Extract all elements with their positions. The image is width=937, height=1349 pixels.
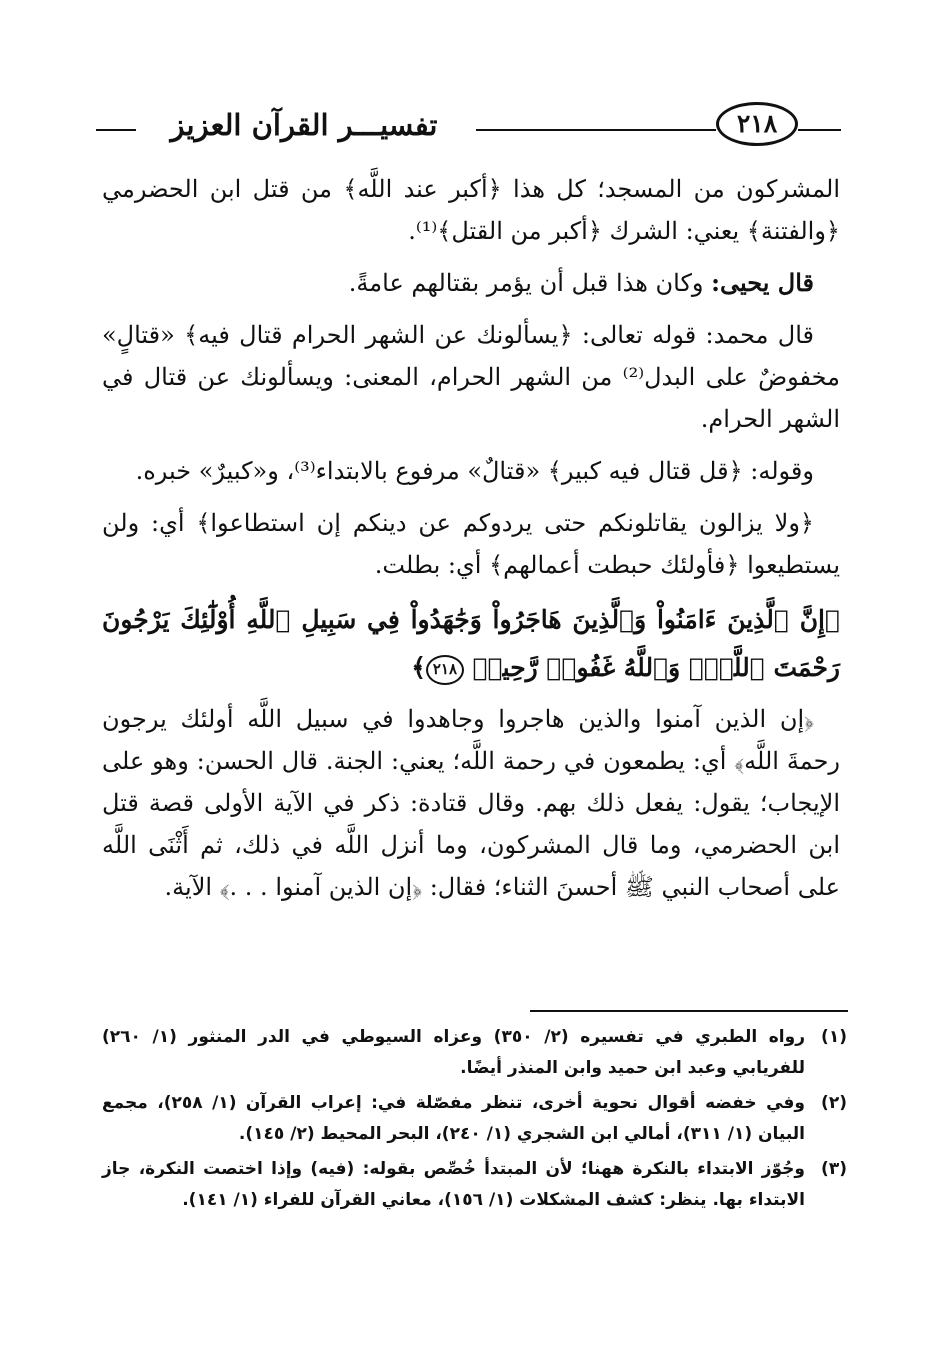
header-rule-right	[798, 129, 841, 131]
paragraph-4: وقوله: ﴿قل قتال فيه كبير﴾ «قتالٌ» مرفوع بالابتداء⁽³⁾، و«كبيرٌ» خبره.	[135, 457, 814, 485]
ayah-number-marker: ٢١٨	[426, 655, 464, 685]
footnote-number: (٢)	[821, 1093, 847, 1113]
footnote-number: (٣)	[821, 1159, 847, 1179]
paragraph-2-text: وكان هذا قبل أن يؤمر بقتالهم عامةً.	[348, 269, 712, 297]
footnote-1	[102, 1022, 847, 1084]
footnote-text: رواه الطبري في تفسيره (٢/ ٣٥٠) وعزاه السيوطي في الدر المنثور (١/ ٢٦٠) للفريابي وعبد ابن حميد وابن المنذر أيضًا.	[102, 1027, 805, 1078]
verse-close-bracket: ﴾	[411, 653, 426, 682]
paragraph-6: ﴿إن الذين آمنوا والذين هاجروا وجاهدوا في سبيل اللَّه أولئك يرجون رحمةَ اللَّه﴾ أي: يطمعون في رحمة اللَّه؛ يعني: الجنة. قال الحسن: وهو على الإيجاب؛ يقول: يفعل ذلك بهم. وقال قتادة: ذكر في الآية الأولى قصة قتل ابن الحضرمي، وما قال المشركون، وما أنزل اللَّه في ذلك، ثم أَثْنَى اللَّه على أصحاب النبي ﷺ أحسنَ الثناء؛ فقال: ﴿إن الذين آمنوا . . .﴾ الآية.	[102, 705, 840, 901]
paragraph-1: المشركون من المسجد؛ كل هذا ﴿أكبر عند اللَّه﴾ من قتل ابن الحضرمي ﴿والفتنة﴾ يعني: الشرك ﴿أكبر من القتل﴾⁽¹⁾.	[102, 175, 840, 245]
header-rule-left	[96, 129, 136, 131]
main-text	[102, 168, 840, 918]
verse-text: ﴿إِنَّ ٱلَّذِينَ ءَامَنُواْ وَٱلَّذِينَ هَاجَرُواْ وَجَٰهَدُواْ فِي سَبِيلِ ٱللَّهِ أُوْلَٰٓئِكَ يَرْجُونَ رَحْمَتَ ٱللَّهِۚ وَٱللَّهُ غَفُورٞ رَّحِيمٞ	[102, 605, 840, 682]
paragraph-2	[102, 262, 840, 304]
footnotes	[102, 1022, 847, 1220]
footnote-text: وجُوّز الابتداء بالنكرة ههنا؛ لأن المبتدأ خُصِّص بقوله: (فيه) وإذا اختصت النكرة، جاز الابتداء بها. ينظر: كشف المشكلات (١/ ١٥٦)، معاني القرآن للفراء (١/ ١٤١).	[102, 1159, 805, 1210]
speaker-label: قال يحيى:	[711, 268, 814, 297]
header-rule-middle	[476, 129, 716, 131]
footnote-3	[102, 1154, 847, 1216]
quran-verse	[102, 596, 840, 692]
running-title: تفسيـــر القرآن العزيز	[170, 108, 438, 142]
page-header	[96, 96, 841, 156]
paragraph-5: ﴿ولا يزالون يقاتلونكم حتى يردوكم عن دينكم إن استطاعوا﴾ أي: ولن يستطيعوا ﴿فأولئك حبطت أعمالهم﴾ أي: بطلت.	[102, 509, 840, 579]
footnote-text: وفي خفضه أقوال نحوية أخرى، تنظر مفصّلة في: إعراب القرآن (١/ ٢٥٨)، مجمع البيان (١/ ٣١١)، أمالي ابن الشجري (١/ ٢٤٠)، البحر المحيط (٢/ ١٤٥).	[102, 1093, 805, 1144]
paragraph-3: قال محمد: قوله تعالى: ﴿يسألونك عن الشهر الحرام قتال فيه﴾ «قتالٍ» مخفوضٌ على البدل⁽²⁾ من الشهر الحرام، المعنى: ويسألونك عن قتال في الشهر الحرام.	[102, 321, 840, 433]
footnote-separator	[530, 1010, 848, 1012]
footnote-2	[102, 1088, 847, 1150]
page-number: ٢١٨	[716, 102, 798, 146]
footnote-number: (١)	[821, 1027, 847, 1047]
